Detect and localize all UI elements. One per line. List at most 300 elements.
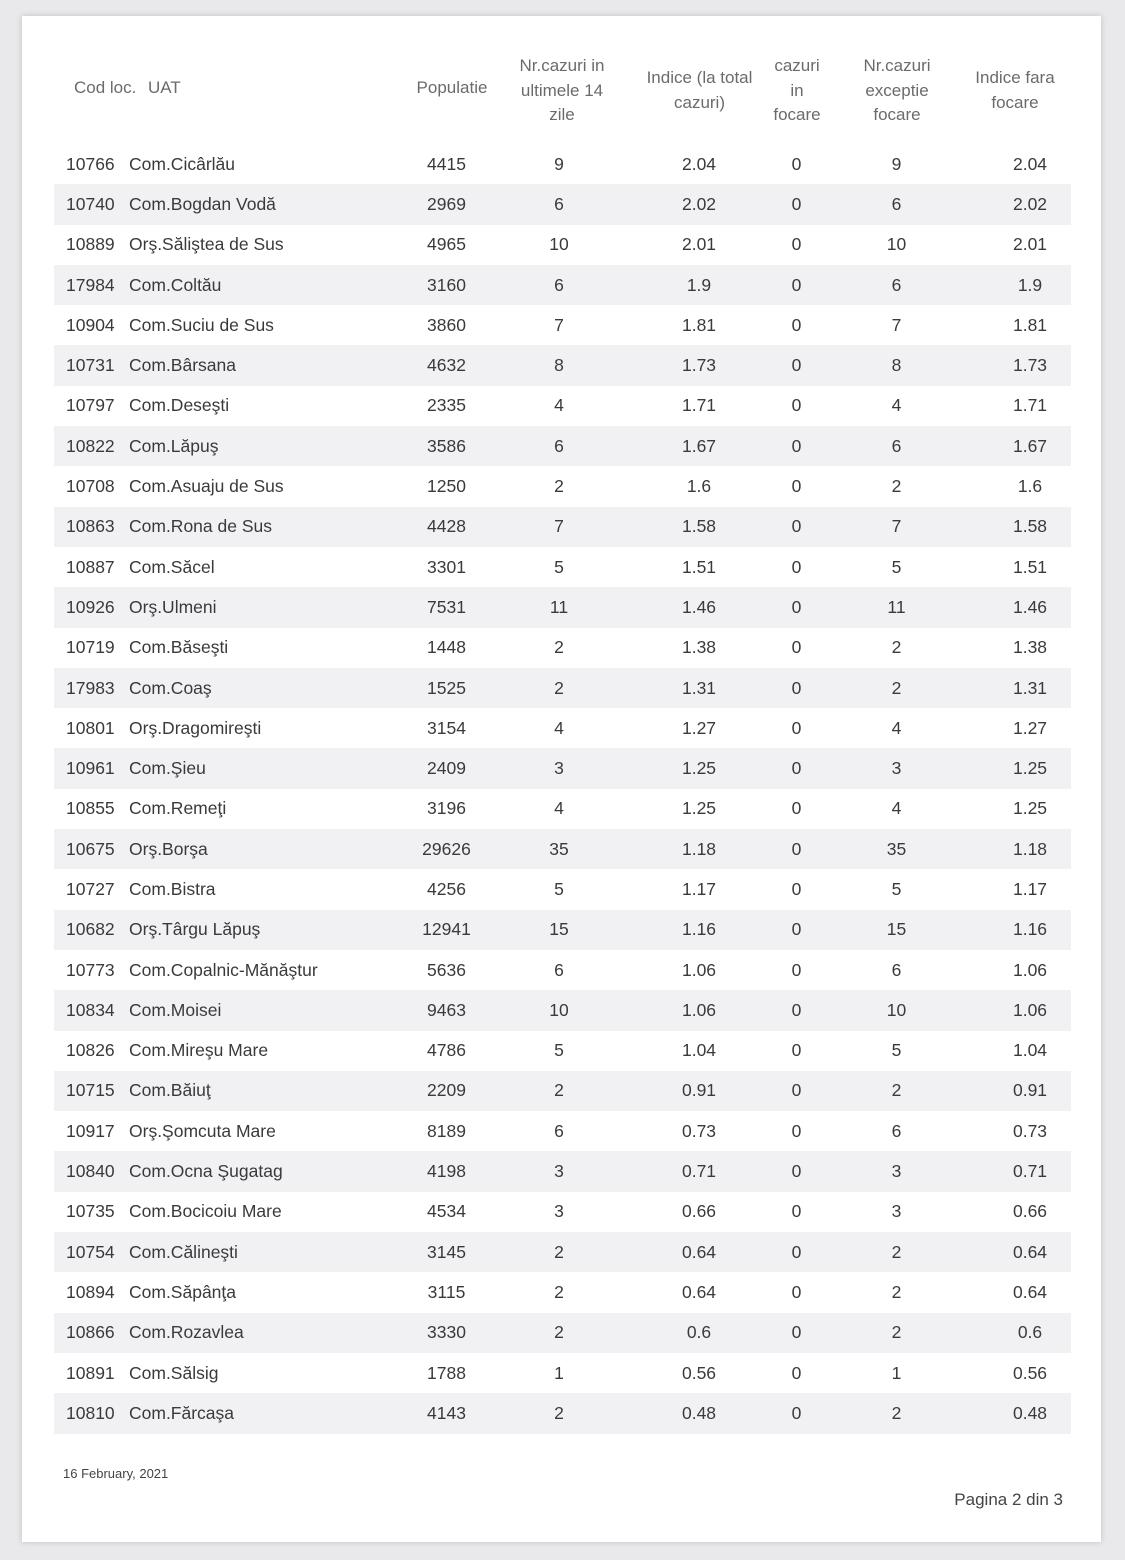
cell-cazuri: 6 [554, 959, 564, 980]
cell-focare: 0 [789, 184, 804, 224]
cell-cazuri: 6 [509, 265, 609, 305]
cell-cod: 10855 [66, 798, 115, 819]
cell-cod: 10801 [66, 717, 115, 738]
cell-focare: 0 [791, 476, 802, 497]
cell-exceptie: 11 [804, 587, 989, 627]
cell-indice: 1.73 [609, 345, 789, 385]
cell-populatie: 4428 [384, 507, 509, 547]
cell-cazuri: 5 [554, 1040, 564, 1061]
page-number: Pagina 2 din 3 [954, 1490, 1063, 1509]
cell-exceptie: 4 [891, 717, 902, 738]
cell-exceptie: 2 [804, 1071, 989, 1111]
cell-uat: Com.Ocna Şugatag [129, 1151, 384, 1191]
cell-cod: 10727 [66, 878, 115, 899]
cell-cod: 17983 [54, 668, 129, 708]
table-row [54, 345, 1071, 385]
cell-focare: 0 [791, 878, 802, 899]
cell-cazuri: 7 [554, 314, 564, 335]
cell-cod: 10826 [66, 1040, 115, 1061]
report-date: 16 February, 2021 [63, 1466, 169, 1481]
cell-cazuri: 2 [509, 1232, 609, 1272]
cell-exceptie: 9 [891, 153, 902, 174]
cell-cod: 10754 [54, 1232, 129, 1272]
table-row [54, 789, 1071, 829]
cell-indice: 2.01 [681, 234, 717, 255]
cell-indice-fara: 0.64 [989, 1232, 1071, 1272]
cell-uat: Com.Mireşu Mare [129, 1040, 269, 1061]
cell-indice-fara: 2.01 [1012, 234, 1048, 255]
cell-populatie: 3154 [427, 717, 466, 738]
cell-populatie: 3301 [427, 556, 466, 577]
cell-populatie: 7531 [384, 587, 509, 627]
cell-indice: 0.64 [681, 1281, 717, 1302]
cell-uat: Com.Asuaju de Sus [129, 476, 284, 497]
cell-cazuri: 7 [509, 507, 609, 547]
cell-cazuri: 4 [554, 798, 564, 819]
cell-indice: 0.91 [609, 1071, 789, 1111]
cell-cazuri: 8 [509, 345, 609, 385]
cell-indice-fara: 0.6 [989, 1313, 1071, 1353]
cell-indice-fara: 1.04 [1012, 1040, 1048, 1061]
cell-cod: 10731 [54, 345, 129, 385]
cell-focare: 0 [791, 314, 802, 335]
cell-populatie: 2969 [384, 184, 509, 224]
cell-cazuri: 11 [509, 587, 609, 627]
cell-uat: Com.Sălsig [129, 1362, 219, 1383]
cell-indice-fara: 1.81 [1012, 314, 1048, 335]
cell-cazuri: 2 [554, 1281, 564, 1302]
cell-indice-fara: 1.51 [1012, 556, 1048, 577]
cell-populatie: 2409 [384, 748, 509, 788]
cell-focare: 0 [791, 153, 802, 174]
cell-indice-fara: 1.27 [1012, 717, 1048, 738]
cell-indice-fara: 0.91 [989, 1071, 1071, 1111]
cell-populatie: 29626 [384, 829, 509, 869]
cell-indice: 1.17 [681, 878, 717, 899]
cell-indice-fara: 1.06 [989, 990, 1071, 1030]
cell-indice-fara: 1.06 [1012, 959, 1048, 980]
table-row [54, 628, 1071, 668]
cell-cod: 10926 [54, 587, 129, 627]
cell-indice: 2.02 [609, 184, 789, 224]
cell-indice: 1.25 [681, 798, 717, 819]
cell-uat: Com.Bârsana [129, 345, 384, 385]
cell-populatie: 4965 [427, 234, 466, 255]
cell-indice: 1.9 [609, 265, 789, 305]
cell-exceptie: 6 [891, 1120, 902, 1141]
cell-uat: Orş.Săliştea de Sus [129, 234, 284, 255]
cell-focare: 0 [789, 910, 804, 950]
cell-focare: 0 [789, 990, 804, 1030]
cell-exceptie: 6 [804, 184, 989, 224]
table-row [54, 466, 1071, 506]
cell-cazuri: 2 [509, 1393, 609, 1433]
cell-cazuri: 9 [554, 153, 564, 174]
cell-indice-fara: 1.25 [989, 748, 1071, 788]
cell-uat: Orş.Şomcuta Mare [129, 1120, 276, 1141]
cell-populatie: 12941 [384, 910, 509, 950]
cell-indice: 1.81 [681, 314, 717, 335]
cell-focare: 0 [789, 1313, 804, 1353]
cell-exceptie: 2 [891, 1281, 902, 1302]
cell-focare: 0 [789, 587, 804, 627]
cell-populatie: 3145 [384, 1232, 509, 1272]
cell-cod: 17984 [54, 265, 129, 305]
table-row [54, 708, 1071, 748]
cell-cod: 10740 [54, 184, 129, 224]
table-row [54, 829, 1071, 869]
cell-uat: Com.Băseşti [129, 637, 229, 658]
header-populatie: Populatie [416, 78, 488, 97]
table-row [54, 1393, 1071, 1433]
cell-cod: 10917 [66, 1120, 115, 1141]
cell-uat: Com.Suciu de Sus [129, 314, 274, 335]
cell-populatie: 1448 [427, 637, 466, 658]
cell-uat: Com.Bocicoiu Mare [129, 1201, 282, 1222]
table-row [54, 305, 1071, 345]
header-indice-fara: Indice fara focare [975, 68, 1055, 112]
cell-cod: 10961 [54, 748, 129, 788]
cell-indice-fara: 1.46 [989, 587, 1071, 627]
cell-indice-fara: 1.31 [989, 668, 1071, 708]
cell-cod: 10822 [54, 426, 129, 466]
cell-focare: 0 [789, 829, 804, 869]
cell-cod: 10810 [54, 1393, 129, 1433]
cell-cod: 10889 [66, 234, 115, 255]
cell-focare: 0 [789, 265, 804, 305]
cell-exceptie: 2 [804, 1313, 989, 1353]
cell-indice-fara: 0.64 [1012, 1281, 1048, 1302]
cell-cazuri: 10 [509, 990, 609, 1030]
cell-cod: 10894 [66, 1281, 115, 1302]
cell-cod: 10797 [66, 395, 115, 416]
cell-uat: Com.Moisei [129, 990, 384, 1030]
cell-uat: Com.Şieu [129, 748, 384, 788]
cell-uat: Orş.Borşa [129, 829, 384, 869]
cell-cod: 10863 [54, 507, 129, 547]
cell-cazuri: 35 [509, 829, 609, 869]
cell-populatie: 4534 [427, 1201, 466, 1222]
cell-cazuri: 2 [554, 476, 564, 497]
cell-indice: 1.38 [681, 637, 717, 658]
cell-cod: 10735 [66, 1201, 115, 1222]
cell-cazuri: 3 [509, 1151, 609, 1191]
cell-indice: 1.31 [609, 668, 789, 708]
cell-exceptie: 6 [804, 265, 989, 305]
cell-cod: 10715 [54, 1071, 129, 1111]
cell-indice: 0.66 [681, 1201, 717, 1222]
cell-cazuri: 3 [554, 1201, 564, 1222]
cell-indice: 1.71 [681, 395, 717, 416]
cell-exceptie: 2 [804, 1232, 989, 1272]
table-row [54, 1313, 1071, 1353]
document-page [22, 16, 1101, 1542]
cell-exceptie: 7 [804, 507, 989, 547]
cell-cod: 10675 [54, 829, 129, 869]
cell-cazuri: 2 [509, 668, 609, 708]
header-nr-exceptie: Nr.cazuri exceptie focare [863, 56, 931, 124]
cell-focare: 0 [789, 668, 804, 708]
cell-uat: Com.Rona de Sus [129, 507, 384, 547]
cell-populatie: 3330 [384, 1313, 509, 1353]
cell-cod: 10719 [66, 637, 115, 658]
cell-populatie: 8189 [427, 1120, 466, 1141]
cell-cazuri: 2 [509, 1313, 609, 1353]
cell-exceptie: 6 [891, 959, 902, 980]
cell-cazuri: 15 [509, 910, 609, 950]
cell-indice: 1.67 [609, 426, 789, 466]
cell-populatie: 1788 [427, 1362, 466, 1383]
cell-indice-fara: 1.58 [989, 507, 1071, 547]
cell-indice-fara: 1.6 [1017, 476, 1043, 497]
cell-focare: 0 [791, 1040, 802, 1061]
cell-exceptie: 2 [804, 1393, 989, 1433]
cell-cazuri: 10 [549, 234, 569, 255]
cell-cod: 10840 [54, 1151, 129, 1191]
cell-cazuri: 5 [554, 878, 564, 899]
cell-populatie: 3160 [384, 265, 509, 305]
cell-cod: 10904 [66, 314, 115, 335]
cell-focare: 0 [789, 1151, 804, 1191]
table-row [54, 1031, 1071, 1071]
cell-cod: 10887 [66, 556, 115, 577]
table-row [54, 426, 1071, 466]
cell-populatie: 3115 [427, 1281, 466, 1302]
cell-uat: Orş.Târgu Lăpuş [129, 910, 384, 950]
cell-cod: 10682 [54, 910, 129, 950]
header-cazuri-focare: cazuri in focare [773, 56, 821, 124]
cell-focare: 0 [789, 507, 804, 547]
cell-cod: 10891 [66, 1362, 115, 1383]
cell-indice-fara: 2.02 [989, 184, 1071, 224]
table-row [54, 144, 1071, 184]
cell-exceptie: 5 [891, 878, 902, 899]
cell-focare: 0 [791, 637, 802, 658]
cell-uat: Orş.Ulmeni [129, 587, 384, 627]
cell-populatie: 5636 [427, 959, 466, 980]
cell-populatie: 4415 [427, 153, 466, 174]
cell-cod: 10866 [54, 1313, 129, 1353]
cell-uat: Com.Coltău [129, 265, 384, 305]
cell-cazuri: 6 [554, 1120, 564, 1141]
cell-exceptie: 1 [891, 1362, 902, 1383]
cell-indice: 1.46 [609, 587, 789, 627]
cell-cazuri: 6 [509, 426, 609, 466]
table-row [54, 587, 1071, 627]
table-row [54, 910, 1071, 950]
cell-focare: 0 [789, 1393, 804, 1433]
cell-exceptie: 3 [804, 748, 989, 788]
table-row [54, 1151, 1071, 1191]
cell-indice: 1.27 [681, 717, 717, 738]
table-row [54, 507, 1071, 547]
table-row [54, 225, 1071, 265]
cell-exceptie: 3 [891, 1201, 902, 1222]
cell-indice: 2.04 [681, 153, 717, 174]
cell-focare: 0 [789, 345, 804, 385]
cell-indice-fara: 2.04 [1012, 153, 1048, 174]
cell-populatie: 4256 [427, 878, 466, 899]
table-row [54, 869, 1071, 909]
cell-indice-fara: 0.71 [989, 1151, 1071, 1191]
cell-exceptie: 6 [804, 426, 989, 466]
cell-uat: Com.Săpânţa [129, 1281, 237, 1302]
header-nr-cazuri: Nr.cazuri in ultimele 14 zile [519, 56, 605, 124]
cell-focare: 0 [789, 748, 804, 788]
cell-populatie: 3860 [427, 314, 466, 335]
header-cod: Cod loc. [74, 78, 137, 97]
cell-populatie: 4198 [384, 1151, 509, 1191]
cell-cazuri: 5 [554, 556, 564, 577]
cell-indice-fara: 0.66 [1012, 1201, 1048, 1222]
cell-populatie: 1525 [384, 668, 509, 708]
cell-focare: 0 [791, 717, 802, 738]
table-row [54, 1192, 1071, 1232]
cell-cazuri: 6 [509, 184, 609, 224]
cell-cazuri: 1 [554, 1362, 564, 1383]
cell-indice: 1.16 [609, 910, 789, 950]
cell-exceptie: 10 [804, 990, 989, 1030]
cell-exceptie: 35 [804, 829, 989, 869]
cell-populatie: 4786 [427, 1040, 466, 1061]
cell-exceptie: 5 [891, 1040, 902, 1061]
table-row [54, 950, 1071, 990]
cell-indice: 1.58 [609, 507, 789, 547]
cell-indice: 0.64 [609, 1232, 789, 1272]
cell-exceptie: 8 [804, 345, 989, 385]
cell-indice: 1.06 [681, 959, 717, 980]
cell-indice: 0.56 [681, 1362, 717, 1383]
cell-indice: 1.06 [609, 990, 789, 1030]
cell-indice-fara: 1.18 [989, 829, 1071, 869]
cell-populatie: 3196 [427, 798, 466, 819]
cell-populatie: 2335 [427, 395, 466, 416]
cell-indice: 1.18 [609, 829, 789, 869]
cell-indice-fara: 1.71 [1012, 395, 1048, 416]
cell-indice-fara: 1.38 [1012, 637, 1048, 658]
table-row [54, 668, 1071, 708]
cell-exceptie: 4 [891, 798, 902, 819]
cell-populatie: 3586 [384, 426, 509, 466]
cell-indice-fara: 1.16 [989, 910, 1071, 950]
cell-exceptie: 2 [891, 637, 902, 658]
cell-focare: 0 [791, 1362, 802, 1383]
table-row [54, 1272, 1071, 1312]
header-uat: UAT [148, 78, 181, 97]
header-indice: Indice (la total cazuri) [646, 68, 753, 112]
table-header [22, 16, 1101, 146]
cases-table [54, 144, 1071, 1434]
cell-uat: Orş.Dragomireşti [129, 717, 262, 738]
cell-focare: 0 [791, 234, 802, 255]
cell-uat: Com.Fărcaşa [129, 1393, 384, 1433]
cell-focare: 0 [791, 959, 802, 980]
cell-uat: Com.Bogdan Vodă [129, 184, 384, 224]
cell-indice: 0.48 [609, 1393, 789, 1433]
cell-exceptie: 4 [891, 395, 902, 416]
table-row [54, 547, 1071, 587]
cell-uat: Com.Lăpuş [129, 426, 384, 466]
cell-indice: 1.6 [686, 476, 712, 497]
cell-indice: 0.73 [681, 1120, 717, 1141]
cell-populatie: 4632 [384, 345, 509, 385]
cell-populatie: 4143 [384, 1393, 509, 1433]
cell-focare: 0 [791, 395, 802, 416]
table-row [54, 184, 1071, 224]
cell-uat: Com.Călineşti [129, 1232, 384, 1272]
cell-cazuri: 4 [554, 717, 564, 738]
cell-cazuri: 2 [554, 637, 564, 658]
table-row [54, 386, 1071, 426]
cell-indice: 1.51 [681, 556, 717, 577]
cell-uat: Com.Remeţi [129, 798, 227, 819]
cell-indice: 0.6 [609, 1313, 789, 1353]
cell-indice-fara: 1.17 [1012, 878, 1048, 899]
table-row [54, 265, 1071, 305]
cell-uat: Com.Rozavlea [129, 1313, 384, 1353]
cell-indice: 1.04 [681, 1040, 717, 1061]
cell-focare: 0 [791, 1201, 802, 1222]
cell-uat: Com.Săcel [129, 556, 215, 577]
cell-exceptie: 15 [804, 910, 989, 950]
cell-indice: 0.71 [609, 1151, 789, 1191]
cell-uat: Com.Deseşti [129, 395, 230, 416]
cell-indice-fara: 1.67 [989, 426, 1071, 466]
table-row [54, 990, 1071, 1030]
cell-focare: 0 [791, 556, 802, 577]
cell-focare: 0 [789, 426, 804, 466]
table-row [54, 1353, 1071, 1393]
cell-exceptie: 7 [891, 314, 902, 335]
table-row [54, 748, 1071, 788]
cell-uat: Com.Băiuţ [129, 1071, 384, 1111]
table-row [54, 1232, 1071, 1272]
cell-uat: Com.Bistra [129, 878, 216, 899]
cell-indice-fara: 0.73 [1012, 1120, 1048, 1141]
cell-focare: 0 [791, 1281, 802, 1302]
cell-exceptie: 2 [804, 668, 989, 708]
cell-exceptie: 5 [891, 556, 902, 577]
cell-cazuri: 4 [554, 395, 564, 416]
cell-cod: 10834 [54, 990, 129, 1030]
cell-populatie: 2209 [384, 1071, 509, 1111]
cell-cod: 10766 [66, 153, 115, 174]
cell-indice-fara: 1.73 [989, 345, 1071, 385]
cell-focare: 0 [791, 1120, 802, 1141]
cell-cod: 10773 [66, 959, 115, 980]
table-row [54, 1071, 1071, 1111]
cell-focare: 0 [791, 798, 802, 819]
cell-focare: 0 [789, 1232, 804, 1272]
cell-exceptie: 10 [886, 234, 907, 255]
cell-indice-fara: 1.9 [989, 265, 1071, 305]
cell-cazuri: 3 [509, 748, 609, 788]
cell-populatie: 9463 [384, 990, 509, 1030]
cell-uat: Com.Cicârlău [129, 153, 235, 174]
table-body [54, 144, 1071, 1434]
cell-exceptie: 2 [891, 476, 902, 497]
cell-uat: Com.Coaş [129, 668, 384, 708]
cell-indice-fara: 1.25 [1012, 798, 1048, 819]
cell-indice: 1.25 [609, 748, 789, 788]
cell-populatie: 1250 [427, 476, 466, 497]
cell-uat: Com.Copalnic-Mănăştur [129, 959, 318, 980]
cell-cazuri: 2 [509, 1071, 609, 1111]
table-row [54, 1111, 1071, 1151]
cell-cod: 10708 [66, 476, 115, 497]
cell-focare: 0 [789, 1071, 804, 1111]
cell-indice-fara: 0.48 [989, 1393, 1071, 1433]
